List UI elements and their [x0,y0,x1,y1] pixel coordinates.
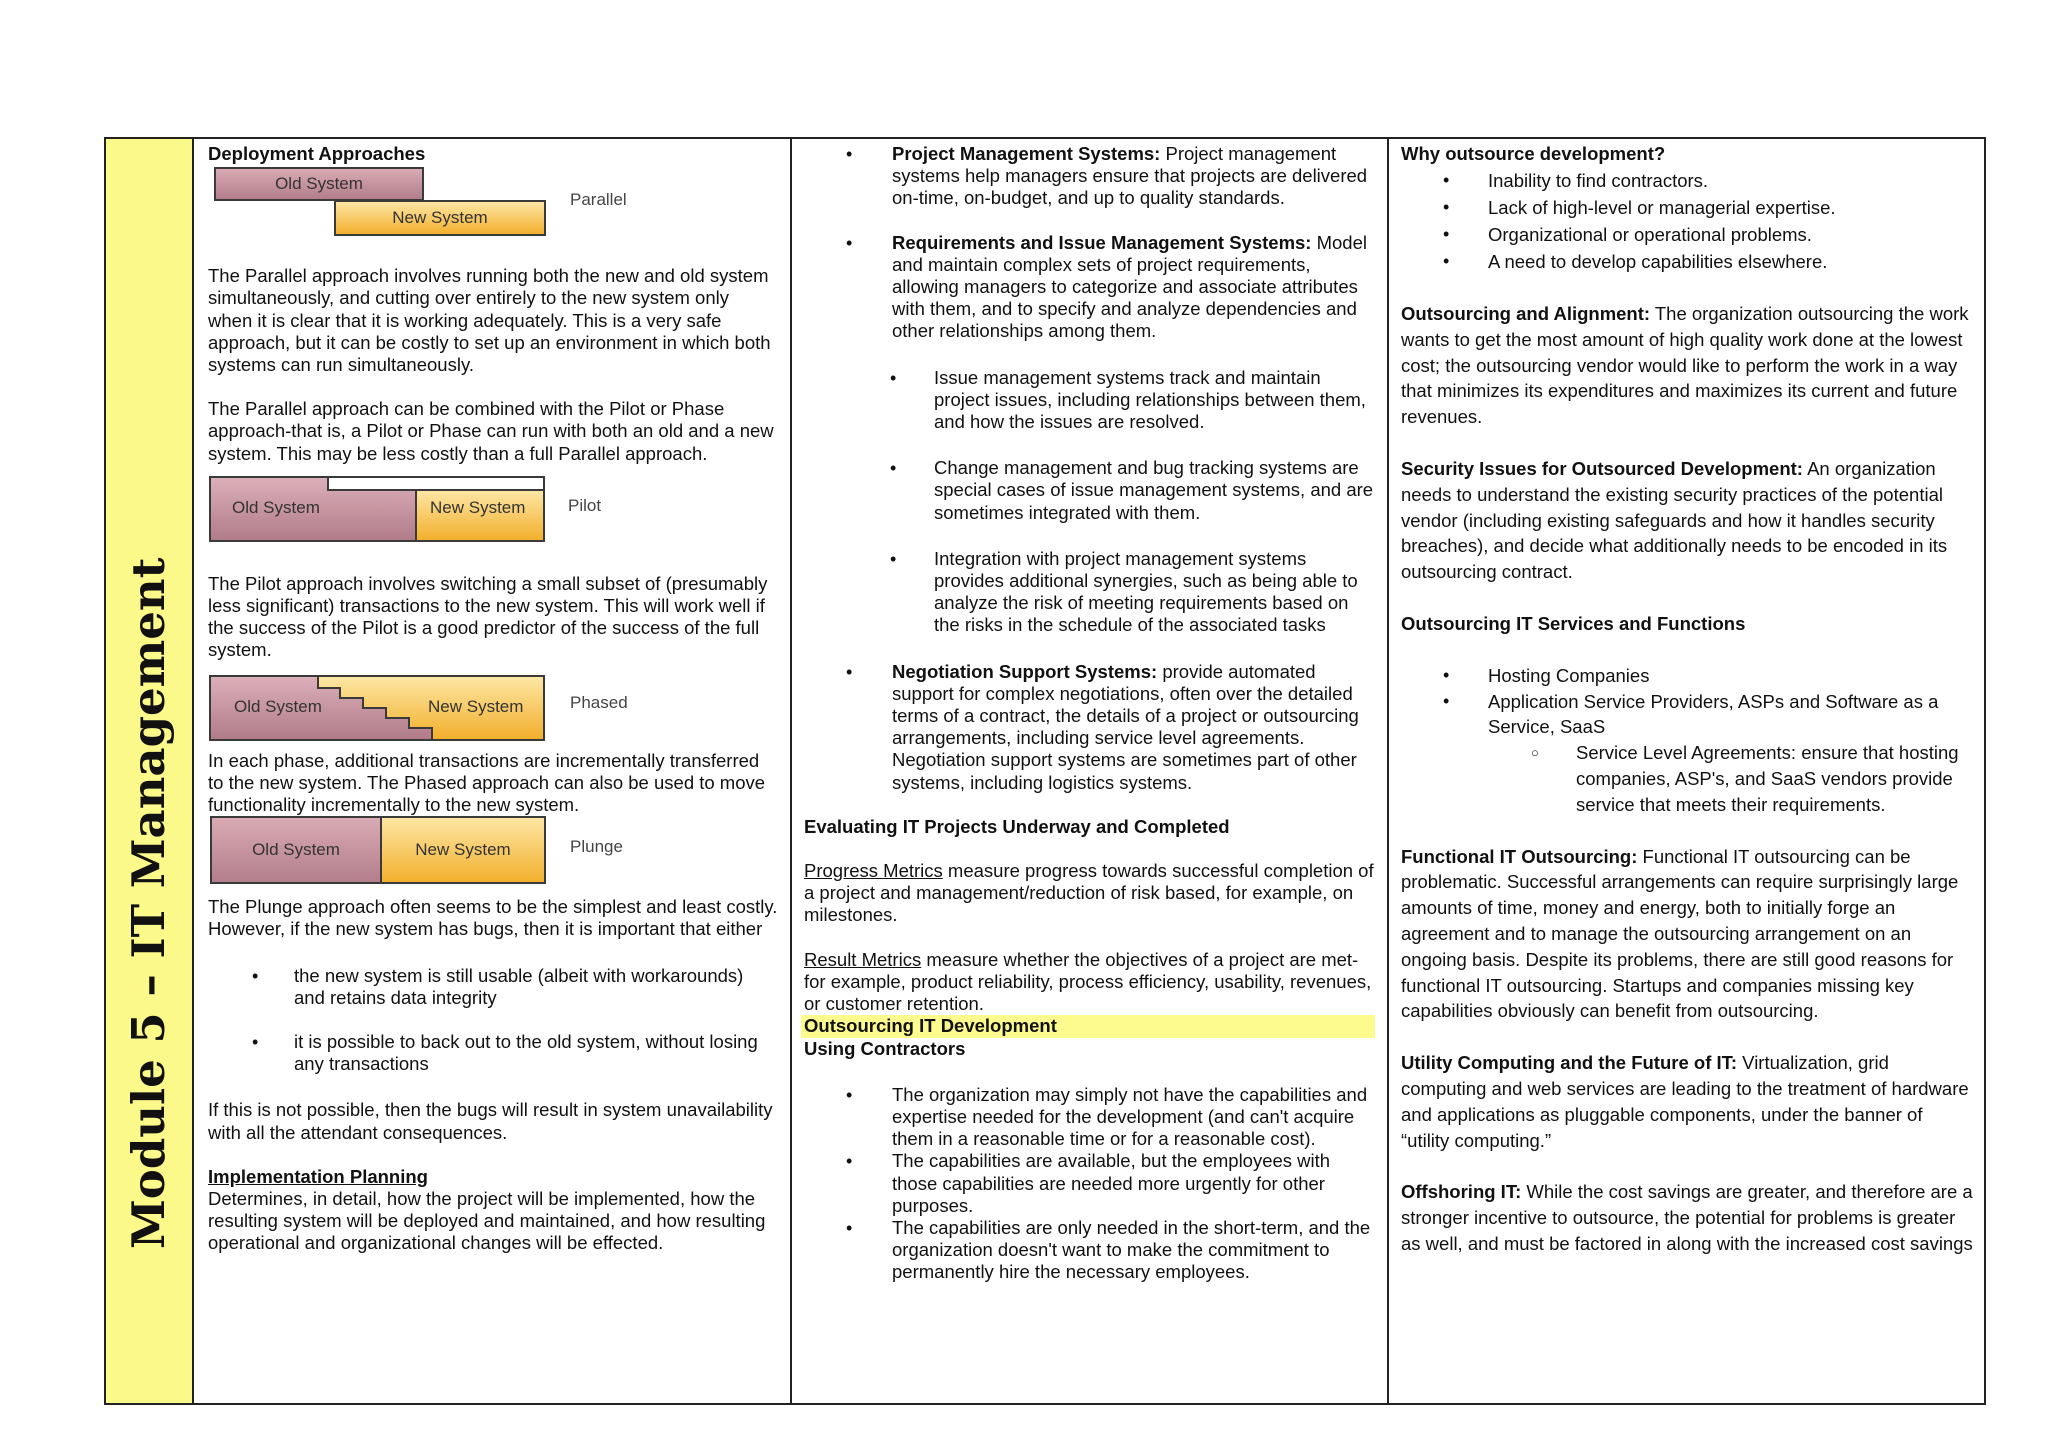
services-heading: Outsourcing IT Services and Functions [1401,612,1746,634]
functional-title: Functional IT Outsourcing: [1401,845,1638,867]
implementation-text: Determines, in detail, how the project will be implemented, how the resulting system will be deployed and maintained, and how resulting operational and organizational changes will be effected. [208,1188,766,1254]
module-title: Module 5 – IT Management [122,557,175,1249]
parallel-combo-text: The Parallel approach can be combined with the Pilot or Phase approach-that is, a Pilot or Phase can run with both an old and a new system. This may be less costly than a full Parallel approach. [208,398,774,464]
offshoring-text [1401,1179,1974,1256]
list-item: • The capabilities are available, but the employees with those capabilities are needed more urgently for other purposes. [804,1150,1375,1217]
functional-body: Functional IT outsourcing can be problematic. Successful arrangements can require surprisingly large amounts of time, money and energy, both to initially forge an agreement and to manage the outsourcing arrangement on an ongoing basis. Despite its problems, there are still good reasons for functional IT outsourcing. Startups and companies missing key capabilities obviously can benefit from outsourcing. [1401,845,1959,1022]
progress-metrics [804,860,1375,927]
deployment-heading: Deployment Approaches [208,143,426,164]
pilot-diagram [208,475,778,543]
offshoring-body: While the cost savings are greater, and therefore are a stronger incentive to outsource, the potential for problems is greater as well, and must be factored in along with the increased cost savings [1401,1181,1973,1254]
systems-list [804,143,1375,343]
functional-text [1401,844,1974,1025]
phased-diagram [208,674,778,742]
phased-text: In each phase, additional transactions are incrementally transferred to the new system. The Phased approach can also be used to move functionality incrementally to the new system. [208,749,766,816]
pms-title: Project Management Systems: [892,143,1161,164]
why-list [1401,167,1974,275]
new-system-bar: New System [334,200,546,236]
list-item: ○ Service Level Agreements: ensure that hosting companies, ASP's, and SaaS vendors provide service that meets their requirements. [1401,740,1974,817]
implementation-heading: Implementation Planning [208,1165,428,1187]
alignment-title: Outsourcing and Alignment: [1401,303,1651,324]
list-item: • Inability to find contractors. [1401,167,1974,194]
contractors-heading: Using Contractors [804,1037,966,1059]
column-outsourcing [1389,139,1986,1403]
pilot-label: Pilot [568,495,602,515]
evaluating-heading: Evaluating IT Projects Underway and Completed [804,815,1230,837]
list-item: • Lack of high-level or managerial expertise. [1401,194,1974,221]
nss-text: provide automated support for complex negotiations, often over the detailed terms of a contract, the details of a project or outsourcing arrangements, including service level agreements. Negotiation support systems are sometimes part of other systems, including logistics systems. [892,660,1359,793]
plunge-list [208,965,778,1076]
issue-sublist [804,367,1375,637]
pms-text: Project management systems help managers ensure that projects are delivered on-time, on-budget, and up to quality standards. [892,143,1368,209]
security-body: An organization needs to understand the existing security practices of the potential vendor (including existing safeguards and how it handles security breaches), and decide what additionally needs to be encoded in its outsourcing contract. [1401,457,1948,583]
contractor-list [804,1084,1375,1284]
list-item: • Organizational or operational problems. [1401,221,1974,248]
plunge-label: Plunge [570,837,623,857]
list-item: • A need to develop capabilities elsewhere. [1401,248,1974,275]
column-deployment [194,139,792,1403]
bugs-text: If this is not possible, then the bugs will result in system unavailability with all the attendant consequences. [208,1099,773,1143]
rims-text: Model and maintain complex sets of project requirements, allowing managers to categorize and associate attributes with them, and to specify and analyze dependencies and other relationships among them. [892,231,1367,342]
outsourcing-heading: Outsourcing IT Development [801,1015,1375,1037]
module-band [106,139,194,1403]
security-text [1401,456,1974,585]
utility-body: Virtualization, grid computing and web services are leading to the treatment of hardware and applications as pluggable components, under the banner of “utility computing.” [1401,1052,1969,1151]
progress-title: Progress Metrics [804,860,943,882]
pilot-new-label: New System [430,497,526,517]
plunge-text: The Plunge approach often seems to be the simplest and least costly. However, if the new system has bugs, then it is important that either [208,896,778,940]
list-item: • Hosting Companies [1401,663,1974,689]
offshoring-title: Offshoring IT: [1401,1181,1522,1203]
utility-title: Utility Computing and the Future of IT: [1401,1052,1738,1074]
plunge-new-bar: New System [380,816,546,884]
column-systems [792,139,1389,1403]
list-item: • The organization may simply not have the capabilities and expertise needed for the development (and can't acquire them in a reasonable time or for a reasonable cost). [804,1084,1375,1151]
list-item: • Change management and bug tracking systems are special cases of issue management systems, and are sometimes integrated with them. [804,457,1375,524]
old-system-bar: Old System [214,167,424,201]
pilot-old-label: Old System [232,497,320,517]
services-list [1401,663,1974,818]
alignment-text [1401,301,1974,430]
rims-title: Requirements and Issue Management Systems: [892,231,1312,253]
nss-title: Negotiation Support Systems: [892,660,1158,682]
list-item [804,143,1375,210]
cheat-sheet [104,137,1986,1405]
list-item: • The capabilities are only needed in the short-term, and the organization doesn't want to make the commitment to permanently hire the necessary employees. [804,1217,1375,1284]
result-metrics [804,949,1375,1016]
list-item: • Application Service Providers, ASPs and Software as a Service, SaaS [1401,689,1974,741]
list-item: • Integration with project management systems provides additional synergies, such as being able to analyze the risk of meeting requirements based on the risks in the schedule of the associated tasks [804,548,1375,637]
list-item: • the new system is still usable (albeit with workarounds) and retains data integrity [208,965,778,1009]
alignment-body: The organization outsourcing the work wants to get the most amount of high quality work done at the lowest cost; the outsourcing vendor would like to perform the work in a way that minimizes its expenditures and maximizes its current and future revenues. [1401,303,1969,428]
list-item [804,661,1375,794]
security-title: Security Issues for Outsourced Development: [1401,457,1803,479]
negotiation-list [804,661,1375,794]
progress-text: measure progress towards successful completion of a project and management/reduction of risk based, for example, on milestones. [804,860,1374,926]
phased-new-label: New System [428,696,524,716]
result-title: Result Metrics [804,948,922,970]
phased-old-label: Old System [234,696,322,716]
parallel-diagram [208,165,778,237]
list-item: • Issue management systems track and maintain project issues, including relationships between them, and how the issues are resolved. [804,367,1375,434]
list-item: • it is possible to back out to the old system, without losing any transactions [208,1031,778,1075]
parallel-label: Parallel [570,190,627,210]
result-text: measure whether the objectives of a project are met-for example, product reliability, process efficiency, usability, revenues, or customer retention. [804,948,1372,1015]
why-heading: Why outsource development? [1401,143,1666,164]
phased-label: Phased [570,692,628,712]
parallel-text: The Parallel approach involves running both the new and old system simultaneously, and cutting over entirely to the new system only when it is clear that it is working adequately. This is a very safe approach, but it can be costly to set up an environment in which both systems can run simultaneously. [208,265,771,376]
plunge-old-bar: Old System [210,816,382,884]
list-item [804,232,1375,343]
plunge-diagram [208,816,778,884]
utility-text [1401,1050,1974,1153]
pilot-text: The Pilot approach involves switching a small subset of (presumably less significant) transactions to the new system. This will work well if the success of the Pilot is a good predictor of the success of the full system. [208,572,768,661]
